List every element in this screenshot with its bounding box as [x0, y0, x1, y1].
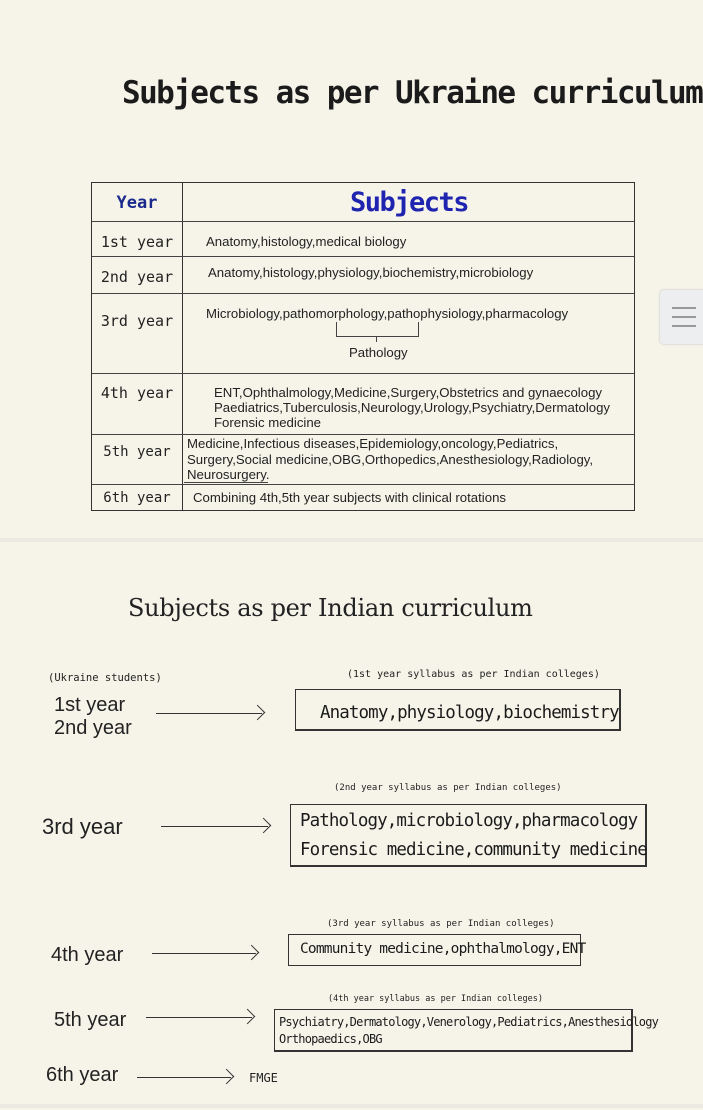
arrow-icon: [152, 953, 256, 954]
table-row-year: 4th year: [100, 384, 174, 402]
indian-syllabus-box: [288, 934, 586, 966]
syllabus-caption: (4th year syllabus as per Indian colleges): [328, 994, 543, 1004]
arrow-icon: [161, 826, 268, 827]
table-row-divider: [92, 293, 634, 294]
indian-syllabus-box: [295, 689, 621, 731]
syllabus-caption: (3rd year syllabus as per Indian colleges): [327, 919, 555, 929]
table-row-subjects: Anatomy,histology,medical biology: [206, 234, 407, 249]
arrow-icon: [146, 1017, 252, 1018]
side-menu-handle[interactable]: [660, 290, 703, 344]
table-row-divider: [92, 256, 634, 257]
syllabus-line: Pathology,microbiology,pharmacology: [300, 811, 638, 831]
table-row-year: 5th year: [103, 444, 171, 460]
ukraine-students-caption: (Ukraine students): [48, 672, 162, 684]
table-row-year: 3rd year: [100, 312, 174, 330]
bottom-divider: [0, 1104, 703, 1108]
ukraine-year-label: 5th year: [54, 1009, 127, 1031]
syllabus-caption: (1st year syllabus as per Indian colleges): [347, 669, 600, 680]
table-row-year: 2nd year: [100, 268, 174, 286]
table-row-year: 1st year: [100, 233, 174, 251]
neurosurgery-underline: [184, 482, 268, 483]
section-divider: [0, 538, 703, 542]
indian-syllabus-box: [274, 1009, 659, 1052]
table-row-divider: [92, 221, 634, 222]
menu-bar-icon: [672, 325, 696, 327]
table-header-year: Year: [116, 193, 158, 213]
table-header-subjects: Subjects: [349, 187, 469, 218]
table-row-subjects: Surgery,Social medicine,OBG,Orthopedics,Anesthesiology,Radiology,: [187, 452, 594, 467]
ukraine-subjects-table: [91, 182, 635, 511]
table-row-subjects: Medicine,Infectious diseases,Epidemiology,oncology,Pediatrics,: [187, 436, 559, 451]
table-row-year: 6th year: [103, 490, 171, 506]
fmge-label: FMGE: [249, 1071, 278, 1085]
ukraine-year-label: 1st year: [54, 694, 126, 716]
syllabus-line: Orthopaedics,OBG: [279, 1032, 382, 1046]
menu-bar-icon: [672, 316, 696, 318]
table-row-subjects: Paediatrics,Tuberculosis,Neurology,Urology,Psychiatry,Dermatology: [214, 400, 611, 415]
table-row-subjects: Microbiology,pathomorphology,pathophysiology,pharmacology: [206, 306, 569, 321]
table-row-divider: [92, 373, 634, 374]
arrow-icon: [156, 713, 262, 714]
syllabus-line: Forensic medicine,community medicine: [300, 840, 647, 860]
ukraine-year-label: 4th year: [51, 944, 124, 966]
syllabus-line: Psychiatry,Dermatology,Venerology,Pediatrics,Anesthesiology: [279, 1015, 659, 1029]
table-row-divider: [92, 484, 634, 485]
pathology-bracket-stem: [376, 336, 377, 342]
table-row-subjects: Combining 4th,5th year subjects with clinical rotations: [193, 490, 506, 505]
ukraine-year-label: 2nd year: [54, 717, 132, 739]
table-row-subjects: Neurosurgery.: [187, 467, 270, 482]
table-column-divider: [182, 183, 183, 510]
arrow-icon: [137, 1077, 231, 1078]
ukraine-year-label: 6th year: [46, 1064, 119, 1086]
syllabus-line: Community medicine,ophthalmology,ENT: [300, 941, 586, 957]
syllabus-line: Anatomy,physiology,biochemistry: [320, 703, 619, 723]
indian-curriculum-title: Subjects as per Indian curriculum: [128, 594, 533, 622]
table-row-subjects: Anatomy,histology,physiology,biochemistry,microbiology: [208, 265, 534, 280]
table-row-subjects: Forensic medicine: [214, 415, 322, 430]
indian-syllabus-box: [290, 804, 647, 867]
ukraine-curriculum-title: Subjects as per Ukraine curriculum: [122, 75, 703, 111]
ukraine-year-label: 3rd year: [42, 814, 123, 839]
pathology-bracket: [336, 322, 419, 337]
table-row-subjects: ENT,Ophthalmology,Medicine,Surgery,Obstetrics and gynaecology: [214, 385, 602, 400]
menu-bar-icon: [672, 307, 696, 309]
syllabus-caption: (2nd year syllabus as per Indian colleges): [334, 783, 562, 793]
pathology-label: Pathology: [349, 345, 408, 360]
